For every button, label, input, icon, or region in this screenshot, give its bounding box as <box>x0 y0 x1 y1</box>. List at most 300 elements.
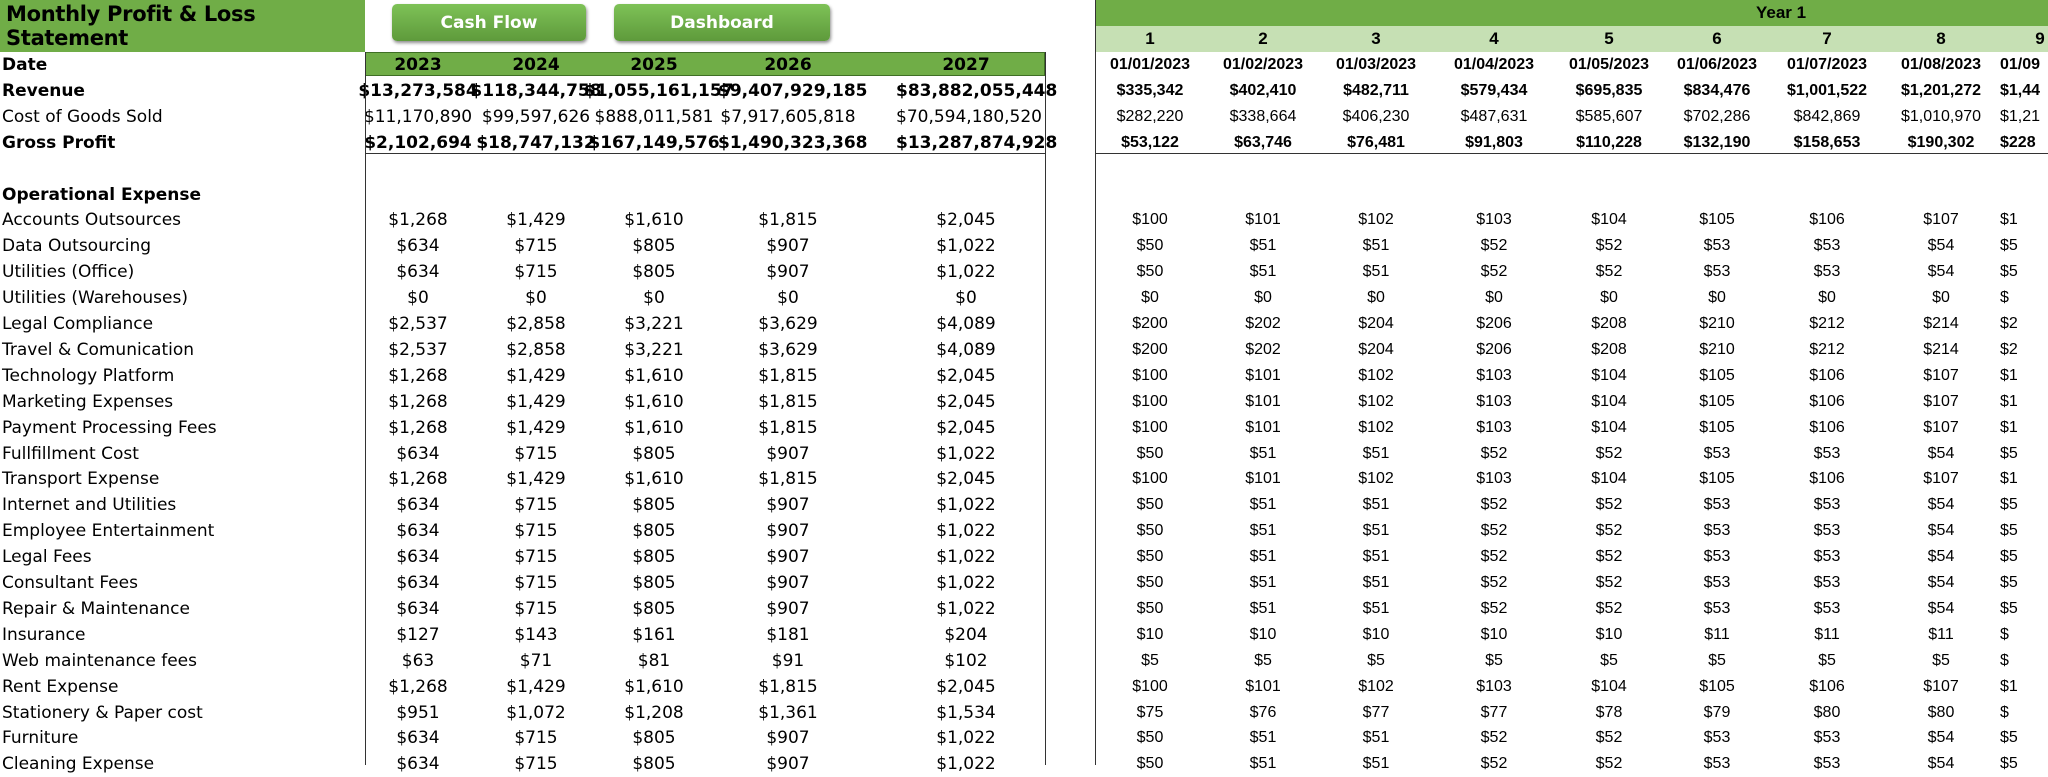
annual-value: $907 <box>766 547 810 568</box>
annual-value: $83,882,055,448 <box>896 80 1058 101</box>
annual-value: $3,629 <box>758 339 818 360</box>
monthly-value: $52 <box>1480 444 1508 462</box>
monthly-value: $842,869 <box>1793 107 1861 125</box>
annual-value: $1,610 <box>624 417 684 438</box>
cash-flow-button[interactable]: Cash Flow <box>392 4 586 41</box>
annual-value: $805 <box>632 495 676 516</box>
annual-value: $1,022 <box>936 728 996 749</box>
expense-row <box>0 544 2048 570</box>
expense-row <box>0 285 2048 311</box>
row-label: Operational Expense <box>2 184 201 205</box>
summary-row <box>0 78 2048 104</box>
annual-value: $118,344,758 <box>470 80 602 101</box>
expense-row <box>0 674 2048 700</box>
annual-value: $1,429 <box>506 417 566 438</box>
annual-value: $1,022 <box>936 598 996 619</box>
monthly-value: $210 <box>1699 315 1735 332</box>
monthly-value: $208 <box>1591 340 1627 358</box>
monthly-value: $158,653 <box>1793 133 1861 151</box>
year-label: Year 1 <box>1756 3 1807 22</box>
row-label: Legal Fees <box>2 547 92 568</box>
monthly-value: $1,010,970 <box>1900 107 1982 125</box>
annual-value: $715 <box>514 443 558 464</box>
monthly-value: $105 <box>1699 392 1735 410</box>
monthly-value: $52 <box>1480 729 1508 747</box>
annual-value: $1,208 <box>624 702 684 723</box>
monthly-value: $76 <box>1249 703 1277 721</box>
expense-row <box>0 492 2048 518</box>
annual-value: $0 <box>643 288 665 309</box>
monthly-value: $52 <box>1480 237 1508 255</box>
annual-value: $634 <box>396 547 440 568</box>
monthly-value: $202 <box>1245 340 1281 358</box>
annual-value: $2,045 <box>936 391 996 412</box>
monthly-value: $78 <box>1595 703 1623 721</box>
monthly-value: $50 <box>1136 755 1164 773</box>
monthly-value: $1,21 <box>2000 107 2041 125</box>
monthly-value: $75 <box>1136 703 1164 721</box>
monthly-value: $53 <box>1703 755 1731 773</box>
monthly-value: 01/07/2023 <box>1786 56 1868 73</box>
monthly-value: $200 <box>1132 315 1168 332</box>
monthly-value: $51 <box>1362 444 1390 462</box>
annual-value: $1,815 <box>758 417 818 438</box>
monthly-value: $482,711 <box>1343 81 1409 99</box>
expense-row <box>0 622 2048 648</box>
annual-value: $3,221 <box>624 339 684 360</box>
annual-value: $2,045 <box>936 417 996 438</box>
annual-value: $805 <box>632 547 676 568</box>
monthly-value: $53 <box>1813 574 1841 591</box>
monthly-value: $52 <box>1595 522 1623 540</box>
monthly-value: $102 <box>1358 366 1394 384</box>
row-label: Utilities (Office) <box>2 262 135 283</box>
monthly-value: $11 <box>1814 625 1840 643</box>
monthly-value: $51 <box>1362 755 1390 773</box>
annual-value: $951 <box>396 702 440 723</box>
monthly-value: $335,342 <box>1116 81 1184 99</box>
period-number-row <box>1096 26 2048 52</box>
annual-value: $1,022 <box>936 754 996 775</box>
monthly-value: $105 <box>1699 211 1735 229</box>
annual-value: 2026 <box>764 55 812 75</box>
annual-value: $634 <box>396 573 440 593</box>
period-number: 3 <box>1371 29 1381 48</box>
monthly-value: $50 <box>1136 237 1164 255</box>
monthly-value: $214 <box>1923 315 1959 332</box>
expense-row <box>0 648 2048 674</box>
annual-value: $1,022 <box>936 547 996 568</box>
annual-value: $1,815 <box>758 676 818 697</box>
monthly-value: $104 <box>1591 366 1627 384</box>
annual-value: $0 <box>407 288 429 309</box>
monthly-value: $53 <box>1703 496 1731 514</box>
annual-value: $715 <box>514 598 558 619</box>
monthly-value: $106 <box>1809 470 1845 488</box>
monthly-value: $228 <box>2000 133 2036 151</box>
monthly-value: $51 <box>1362 237 1390 255</box>
monthly-value: $52 <box>1595 574 1623 591</box>
monthly-value: $52 <box>1480 574 1508 591</box>
monthly-value: $1 <box>2000 677 2018 695</box>
period-number: 7 <box>1822 29 1832 48</box>
monthly-value: $100 <box>1132 366 1168 384</box>
monthly-value: $105 <box>1699 470 1735 488</box>
monthly-value: $11 <box>1704 625 1730 643</box>
annual-value: $805 <box>632 236 676 257</box>
annual-value: $715 <box>514 495 558 516</box>
monthly-value: $51 <box>1249 599 1277 617</box>
monthly-value: $204 <box>1358 340 1394 358</box>
monthly-value: $51 <box>1362 599 1390 617</box>
row-label: Internet and Utilities <box>2 495 177 516</box>
monthly-value: $1 <box>2000 211 2018 229</box>
row-label: Legal Compliance <box>2 314 154 334</box>
monthly-value: $1,001,522 <box>1786 81 1868 99</box>
expense-row <box>0 415 2048 441</box>
monthly-value: $1 <box>2000 418 2018 436</box>
monthly-value: $5 <box>1600 651 1618 669</box>
annual-value: $2,102,694 <box>364 132 472 153</box>
row-label: Travel & Comunication <box>2 339 195 360</box>
annual-value: $907 <box>766 236 810 257</box>
monthly-value: $10 <box>1595 625 1623 643</box>
annual-value: $634 <box>396 236 440 257</box>
monthly-value: $101 <box>1245 392 1281 410</box>
expense-row <box>0 311 2048 337</box>
monthly-value: $50 <box>1136 263 1164 281</box>
monthly-value: $53 <box>1703 729 1731 747</box>
monthly-value: $77 <box>1480 703 1508 721</box>
annual-value: $805 <box>632 573 676 593</box>
monthly-value: $212 <box>1809 340 1845 358</box>
monthly-value: $5 <box>2000 237 2018 255</box>
annual-value: $4,089 <box>936 314 996 334</box>
row-label: Web maintenance fees <box>2 650 198 671</box>
monthly-value: $53 <box>1813 496 1841 514</box>
monthly-value: $105 <box>1699 418 1735 436</box>
monthly-value: $5 <box>2000 548 2018 566</box>
monthly-value: $54 <box>1927 599 1955 617</box>
opex-header-row <box>0 182 2048 208</box>
monthly-value: $53 <box>1703 263 1731 281</box>
monthly-value: $102 <box>1358 470 1394 488</box>
expense-row <box>0 518 2048 544</box>
monthly-value: $695,835 <box>1575 81 1643 99</box>
expense-row <box>0 337 2048 363</box>
expense-row <box>0 700 2048 726</box>
expense-row <box>0 466 2048 492</box>
annual-value: 2025 <box>630 55 678 75</box>
annual-value: $1,815 <box>758 365 818 386</box>
monthly-value: $104 <box>1591 677 1627 695</box>
annual-value: $1,361 <box>758 702 818 723</box>
monthly-value: $11 <box>1928 625 1954 643</box>
monthly-value: $101 <box>1245 418 1281 436</box>
annual-value: $11,170,890 <box>363 106 473 127</box>
year-band <box>1096 0 2048 26</box>
monthly-value: $103 <box>1476 418 1512 436</box>
row-label: Fullfillment Cost <box>2 443 139 464</box>
monthly-value: $402,410 <box>1229 81 1297 99</box>
monthly-value: $ <box>2000 703 2009 721</box>
monthly-value: $107 <box>1923 418 1959 436</box>
monthly-value: $53 <box>1703 548 1731 566</box>
annual-value: 2023 <box>394 55 442 75</box>
annual-value: $907 <box>766 573 810 593</box>
annual-value: $4,089 <box>936 339 996 360</box>
monthly-value: $53 <box>1813 522 1841 540</box>
monthly-value: $52 <box>1480 263 1508 281</box>
row-label: Rent Expense <box>2 676 119 697</box>
monthly-value: $0 <box>1708 289 1726 307</box>
monthly-value: $0 <box>1141 289 1159 307</box>
annual-value: $167,149,576 <box>588 132 720 153</box>
monthly-value: $102 <box>1358 677 1394 695</box>
monthly-value: $110,228 <box>1576 133 1642 151</box>
monthly-value: $80 <box>1927 703 1955 721</box>
monthly-value: $52 <box>1595 729 1623 747</box>
annual-value: $7,917,605,818 <box>720 106 856 127</box>
expense-row <box>0 596 2048 622</box>
expense-row <box>0 570 2048 596</box>
annual-value: $1,268 <box>388 210 448 231</box>
monthly-value: $103 <box>1476 392 1512 410</box>
annual-value: $0 <box>777 288 799 309</box>
monthly-value: $102 <box>1358 392 1394 410</box>
monthly-value: $107 <box>1923 211 1959 229</box>
monthly-value: $103 <box>1476 470 1512 488</box>
monthly-value: $52 <box>1595 755 1623 773</box>
monthly-value: $54 <box>1927 574 1955 591</box>
monthly-value: $5 <box>1367 651 1385 669</box>
annual-value: $0 <box>955 288 977 309</box>
monthly-value: $5 <box>1932 651 1950 669</box>
monthly-value: $0 <box>1600 289 1618 307</box>
annual-value: $2,858 <box>506 339 566 360</box>
annual-value: $99,597,626 <box>481 106 591 127</box>
annual-value: $805 <box>632 728 676 749</box>
annual-value: $634 <box>396 443 440 464</box>
monthly-value: $54 <box>1927 522 1955 540</box>
annual-value: $1,815 <box>758 210 818 231</box>
monthly-value: $132,190 <box>1683 133 1751 151</box>
annual-value: $715 <box>514 547 558 568</box>
annual-value: $805 <box>632 598 676 619</box>
annual-value: $1,055,161,157 <box>584 80 734 101</box>
annual-value: $634 <box>396 754 440 775</box>
monthly-value: $53 <box>1813 755 1841 773</box>
monthly-value: $103 <box>1476 211 1512 229</box>
annual-value: $1,610 <box>624 469 684 490</box>
monthly-value: $76,481 <box>1347 133 1405 151</box>
monthly-value: $51 <box>1249 522 1277 540</box>
monthly-value: $1,201,272 <box>1900 81 1982 99</box>
monthly-value: $50 <box>1136 599 1164 617</box>
monthly-value: $54 <box>1927 237 1955 255</box>
monthly-value: $50 <box>1136 496 1164 514</box>
monthly-value: $50 <box>1136 548 1164 566</box>
expense-row <box>0 233 2048 259</box>
monthly-value: $52 <box>1595 599 1623 617</box>
monthly-value: $51 <box>1362 548 1390 566</box>
monthly-value: $50 <box>1136 729 1164 747</box>
period-number: 2 <box>1258 29 1268 48</box>
monthly-value: $106 <box>1809 366 1845 384</box>
monthly-value: $107 <box>1923 392 1959 410</box>
annual-value: $907 <box>766 521 810 542</box>
row-label: Marketing Expenses <box>2 391 174 412</box>
monthly-value: $10 <box>1249 625 1277 643</box>
monthly-value: 01/06/2023 <box>1676 56 1758 73</box>
monthly-value: $107 <box>1923 470 1959 488</box>
monthly-value: $53,122 <box>1121 133 1179 151</box>
monthly-value: $5 <box>2000 263 2018 281</box>
monthly-value: $487,631 <box>1460 107 1528 125</box>
annual-value: $907 <box>766 728 810 749</box>
annual-value: $907 <box>766 262 810 283</box>
annual-value: $715 <box>514 236 558 257</box>
annual-value: $1,022 <box>936 521 996 542</box>
annual-value: $102 <box>944 650 988 671</box>
monthly-value: $52 <box>1480 755 1508 773</box>
monthly-value: $77 <box>1362 703 1390 721</box>
annual-value: $3,221 <box>624 314 684 334</box>
annual-value: $9,407,929,185 <box>718 80 868 101</box>
monthly-value: $100 <box>1132 470 1168 488</box>
monthly-value: $ <box>2000 289 2009 307</box>
dashboard-button[interactable]: Dashboard <box>614 4 830 41</box>
annual-value: $127 <box>396 624 440 645</box>
annual-value: $2,045 <box>936 469 996 490</box>
monthly-value: $206 <box>1476 315 1512 332</box>
annual-value: $2,045 <box>936 365 996 386</box>
monthly-value: $52 <box>1595 548 1623 566</box>
monthly-value: $54 <box>1927 263 1955 281</box>
monthly-value: $106 <box>1809 677 1845 695</box>
monthly-value: $101 <box>1245 470 1281 488</box>
monthly-value: $79 <box>1703 703 1731 721</box>
monthly-value: $204 <box>1358 315 1394 332</box>
annual-value: $18,747,132 <box>476 132 596 153</box>
annual-value: $81 <box>637 650 671 671</box>
row-label: Gross Profit <box>2 132 116 153</box>
annual-value: 2027 <box>942 55 990 75</box>
monthly-value: $1,44 <box>2000 81 2041 99</box>
annual-value: $63 <box>401 650 435 671</box>
monthly-value: $0 <box>1367 289 1385 307</box>
monthly-value: $1 <box>2000 392 2018 410</box>
annual-value: $1,429 <box>506 391 566 412</box>
annual-value: $805 <box>632 521 676 542</box>
annual-value: $181 <box>766 624 810 645</box>
monthly-value: $5 <box>1141 651 1159 669</box>
annual-value: $634 <box>396 262 440 283</box>
monthly-value: $5 <box>2000 444 2018 462</box>
monthly-value: $51 <box>1249 548 1277 566</box>
monthly-value: $54 <box>1927 496 1955 514</box>
row-label: Data Outsourcing <box>2 236 152 257</box>
monthly-value: $52 <box>1480 599 1508 617</box>
annual-value: $1,022 <box>936 236 996 257</box>
annual-value: $1,429 <box>506 676 566 697</box>
expense-row <box>0 363 2048 389</box>
monthly-value: $104 <box>1591 392 1627 410</box>
monthly-value: $52 <box>1480 522 1508 540</box>
monthly-value: $101 <box>1245 211 1281 229</box>
monthly-value: $0 <box>1932 289 1950 307</box>
annual-value: $634 <box>396 598 440 619</box>
annual-value: $1,268 <box>388 365 448 386</box>
annual-value: $715 <box>514 754 558 775</box>
monthly-value: $2 <box>2000 315 2018 332</box>
annual-value: $2,045 <box>936 676 996 697</box>
monthly-value: $1 <box>2000 470 2018 488</box>
annual-value: $1,268 <box>388 391 448 412</box>
expense-row <box>0 441 2048 467</box>
monthly-value: $1 <box>2000 366 2018 384</box>
annual-value: $1,022 <box>936 495 996 516</box>
row-label: Cleaning Expense <box>2 754 155 775</box>
monthly-value: $103 <box>1476 366 1512 384</box>
monthly-value: $51 <box>1249 237 1277 255</box>
expense-row <box>0 207 2048 233</box>
expense-row <box>0 725 2048 751</box>
monthly-value: $54 <box>1927 444 1955 462</box>
monthly-value: $5 <box>2000 599 2018 617</box>
annual-value: $634 <box>396 495 440 516</box>
period-number: 1 <box>1145 29 1155 48</box>
annual-value: $3,629 <box>758 314 818 334</box>
annual-value: $1,022 <box>936 443 996 464</box>
monthly-value: 01/03/2023 <box>1335 56 1417 73</box>
annual-value: $715 <box>514 262 558 283</box>
annual-value: $143 <box>514 624 558 645</box>
row-label: Employee Entertainment <box>2 521 215 542</box>
monthly-value: $54 <box>1927 755 1955 773</box>
annual-value: $1,610 <box>624 210 684 231</box>
monthly-value: $51 <box>1362 263 1390 281</box>
monthly-value: $51 <box>1362 496 1390 514</box>
annual-value: $805 <box>632 754 676 775</box>
monthly-value: $834,476 <box>1683 81 1751 99</box>
monthly-value: $338,664 <box>1229 107 1297 125</box>
row-label: Technology Platform <box>2 365 175 386</box>
monthly-value: $52 <box>1595 496 1623 514</box>
monthly-value: $50 <box>1136 522 1164 540</box>
monthly-value: $51 <box>1249 496 1277 514</box>
monthly-value: $51 <box>1249 263 1277 281</box>
monthly-value: $202 <box>1245 315 1281 332</box>
annual-value: $715 <box>514 728 558 749</box>
monthly-value: $5 <box>2000 496 2018 514</box>
annual-value: $1,610 <box>624 365 684 386</box>
monthly-value: $91,803 <box>1465 133 1523 151</box>
monthly-value: $107 <box>1923 677 1959 695</box>
monthly-value: $5 <box>2000 574 2018 591</box>
monthly-value: $702,286 <box>1683 107 1751 125</box>
date-row <box>0 52 2048 78</box>
annual-value: $1,022 <box>936 573 996 593</box>
period-number: 5 <box>1604 29 1614 48</box>
annual-value: $805 <box>632 262 676 283</box>
monthly-value: $102 <box>1358 418 1394 436</box>
annual-value: $1,429 <box>506 469 566 490</box>
monthly-value: $101 <box>1245 366 1281 384</box>
monthly-value: 01/01/2023 <box>1109 56 1191 73</box>
annual-value: $1,610 <box>624 391 684 412</box>
annual-value: $13,287,874,928 <box>896 132 1058 153</box>
